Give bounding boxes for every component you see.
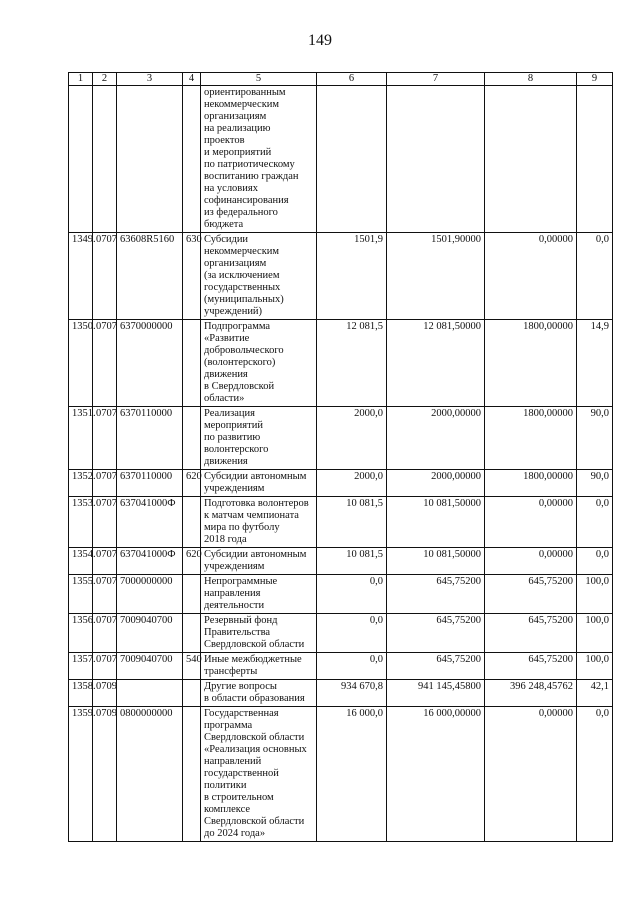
expense-type-code bbox=[183, 320, 201, 407]
table-row bbox=[69, 707, 613, 842]
planned-amount: 934 670,8 bbox=[317, 680, 387, 707]
column-header-7: 7 bbox=[387, 73, 485, 86]
planned-amount: 12 081,5 bbox=[317, 320, 387, 407]
target-article-code: 6370110000 bbox=[117, 470, 183, 497]
column-header-6: 6 bbox=[317, 73, 387, 86]
column-header-1: 1 bbox=[69, 73, 93, 86]
item-name: Субсидии автономным учреждениям bbox=[201, 548, 317, 575]
expense-type-code bbox=[183, 86, 201, 233]
row-number: 1356. bbox=[69, 614, 93, 653]
execution-percent bbox=[577, 86, 613, 233]
item-name: Субсидии автономным учреждениям bbox=[201, 470, 317, 497]
execution-percent: 100,0 bbox=[577, 575, 613, 614]
section-code: 0707 bbox=[93, 320, 117, 407]
row-number: 1355. bbox=[69, 575, 93, 614]
target-article-code: 637041000Ф bbox=[117, 548, 183, 575]
execution-percent: 100,0 bbox=[577, 653, 613, 680]
executed-amount: 0,00000 bbox=[485, 548, 577, 575]
target-article-code bbox=[117, 86, 183, 233]
item-name: Резервный фонд Правительства Свердловской области bbox=[201, 614, 317, 653]
target-article-code: 6370110000 bbox=[117, 407, 183, 470]
section-code: 0707 bbox=[93, 575, 117, 614]
target-article-code: 7000000000 bbox=[117, 575, 183, 614]
planned-amount: 2000,0 bbox=[317, 470, 387, 497]
expense-type-code bbox=[183, 497, 201, 548]
table-body bbox=[69, 86, 613, 842]
row-number: 1352. bbox=[69, 470, 93, 497]
planned-amount: 1501,9 bbox=[317, 233, 387, 320]
executed-amount: 1800,00000 bbox=[485, 407, 577, 470]
column-header-8: 8 bbox=[485, 73, 577, 86]
section-code: 0707 bbox=[93, 548, 117, 575]
target-article-code: 63608R5160 bbox=[117, 233, 183, 320]
row-number: 1350. bbox=[69, 320, 93, 407]
expense-type-code: 620 bbox=[183, 548, 201, 575]
execution-percent: 100,0 bbox=[577, 614, 613, 653]
row-number: 1353. bbox=[69, 497, 93, 548]
adjusted-amount: 2000,00000 bbox=[387, 470, 485, 497]
adjusted-amount: 645,75200 bbox=[387, 614, 485, 653]
section-code bbox=[93, 86, 117, 233]
executed-amount: 645,75200 bbox=[485, 575, 577, 614]
row-number: 1357. bbox=[69, 653, 93, 680]
column-header-5: 5 bbox=[201, 73, 317, 86]
item-name: Иные межбюджетные трансферты bbox=[201, 653, 317, 680]
row-number: 1358. bbox=[69, 680, 93, 707]
expense-type-code bbox=[183, 680, 201, 707]
target-article-code: 0800000000 bbox=[117, 707, 183, 842]
execution-percent: 0,0 bbox=[577, 233, 613, 320]
item-name: Субсидии некоммерческим организациям (за исключением государственных (муниципальных) учреждений) bbox=[201, 233, 317, 320]
target-article-code: 6370000000 bbox=[117, 320, 183, 407]
page-number: 149 bbox=[308, 32, 332, 49]
planned-amount: 10 081,5 bbox=[317, 497, 387, 548]
item-name: Подготовка волонтеров к матчам чемпионата мира по футболу 2018 года bbox=[201, 497, 317, 548]
expense-type-code: 630 bbox=[183, 233, 201, 320]
row-number bbox=[69, 86, 93, 233]
table-row bbox=[69, 86, 613, 233]
item-name: Другие вопросы в области образования bbox=[201, 680, 317, 707]
item-name: Непрограммные направления деятельности bbox=[201, 575, 317, 614]
row-number: 1359. bbox=[69, 707, 93, 842]
section-code: 0707 bbox=[93, 470, 117, 497]
item-name: Государственная программа Свердловской области «Реализация основных направлений государственной политики в строительном комплексе Свердловской области до 2024 года» bbox=[201, 707, 317, 842]
adjusted-amount: 941 145,45800 bbox=[387, 680, 485, 707]
execution-percent: 14,9 bbox=[577, 320, 613, 407]
expense-type-code: 540 bbox=[183, 653, 201, 680]
item-name: Подпрограмма «Развитие добровольческого (волонтерского) движения в Свердловской области» bbox=[201, 320, 317, 407]
execution-percent: 42,1 bbox=[577, 680, 613, 707]
section-code: 0709 bbox=[93, 680, 117, 707]
adjusted-amount: 645,75200 bbox=[387, 575, 485, 614]
target-article-code: 7009040700 bbox=[117, 653, 183, 680]
adjusted-amount: 16 000,00000 bbox=[387, 707, 485, 842]
row-number: 1349. bbox=[69, 233, 93, 320]
column-header-4: 4 bbox=[183, 73, 201, 86]
column-header-9: 9 bbox=[577, 73, 613, 86]
table-row bbox=[69, 233, 613, 320]
adjusted-amount: 12 081,50000 bbox=[387, 320, 485, 407]
execution-percent: 90,0 bbox=[577, 470, 613, 497]
row-number: 1351. bbox=[69, 407, 93, 470]
expense-type-code bbox=[183, 707, 201, 842]
table-row bbox=[69, 614, 613, 653]
adjusted-amount: 645,75200 bbox=[387, 653, 485, 680]
executed-amount: 645,75200 bbox=[485, 653, 577, 680]
table-row bbox=[69, 320, 613, 407]
planned-amount bbox=[317, 86, 387, 233]
adjusted-amount: 10 081,50000 bbox=[387, 548, 485, 575]
planned-amount: 16 000,0 bbox=[317, 707, 387, 842]
target-article-code bbox=[117, 680, 183, 707]
section-code: 0709 bbox=[93, 707, 117, 842]
item-name: ориентированным некоммерческим организациям на реализацию проектов и мероприятий по патриотическому воспитанию граждан на условиях софинансирования из федерального бюджета bbox=[201, 86, 317, 233]
expense-type-code: 620 bbox=[183, 470, 201, 497]
column-header-2: 2 bbox=[93, 73, 117, 86]
table-row bbox=[69, 407, 613, 470]
table-row bbox=[69, 575, 613, 614]
execution-percent: 0,0 bbox=[577, 548, 613, 575]
column-header-3: 3 bbox=[117, 73, 183, 86]
executed-amount: 396 248,45762 bbox=[485, 680, 577, 707]
table-row bbox=[69, 548, 613, 575]
executed-amount: 0,00000 bbox=[485, 233, 577, 320]
adjusted-amount bbox=[387, 86, 485, 233]
planned-amount: 10 081,5 bbox=[317, 548, 387, 575]
executed-amount: 1800,00000 bbox=[485, 320, 577, 407]
planned-amount: 0,0 bbox=[317, 653, 387, 680]
adjusted-amount: 2000,00000 bbox=[387, 407, 485, 470]
section-code: 0707 bbox=[93, 653, 117, 680]
budget-table bbox=[68, 72, 613, 842]
expense-type-code bbox=[183, 407, 201, 470]
table-row bbox=[69, 470, 613, 497]
executed-amount: 0,00000 bbox=[485, 707, 577, 842]
section-code: 0707 bbox=[93, 497, 117, 548]
target-article-code: 637041000Ф bbox=[117, 497, 183, 548]
table-row bbox=[69, 653, 613, 680]
section-code: 0707 bbox=[93, 233, 117, 320]
target-article-code: 7009040700 bbox=[117, 614, 183, 653]
execution-percent: 0,0 bbox=[577, 497, 613, 548]
table-row bbox=[69, 497, 613, 548]
executed-amount bbox=[485, 86, 577, 233]
adjusted-amount: 1501,90000 bbox=[387, 233, 485, 320]
table-row bbox=[69, 680, 613, 707]
executed-amount: 0,00000 bbox=[485, 497, 577, 548]
item-name: Реализация мероприятий по развитию волонтерского движения bbox=[201, 407, 317, 470]
executed-amount: 1800,00000 bbox=[485, 470, 577, 497]
adjusted-amount: 10 081,50000 bbox=[387, 497, 485, 548]
execution-percent: 0,0 bbox=[577, 707, 613, 842]
section-code: 0707 bbox=[93, 614, 117, 653]
planned-amount: 0,0 bbox=[317, 575, 387, 614]
planned-amount: 0,0 bbox=[317, 614, 387, 653]
expense-type-code bbox=[183, 614, 201, 653]
row-number: 1354. bbox=[69, 548, 93, 575]
planned-amount: 2000,0 bbox=[317, 407, 387, 470]
header-row bbox=[69, 73, 613, 86]
execution-percent: 90,0 bbox=[577, 407, 613, 470]
expense-type-code bbox=[183, 575, 201, 614]
section-code: 0707 bbox=[93, 407, 117, 470]
executed-amount: 645,75200 bbox=[485, 614, 577, 653]
